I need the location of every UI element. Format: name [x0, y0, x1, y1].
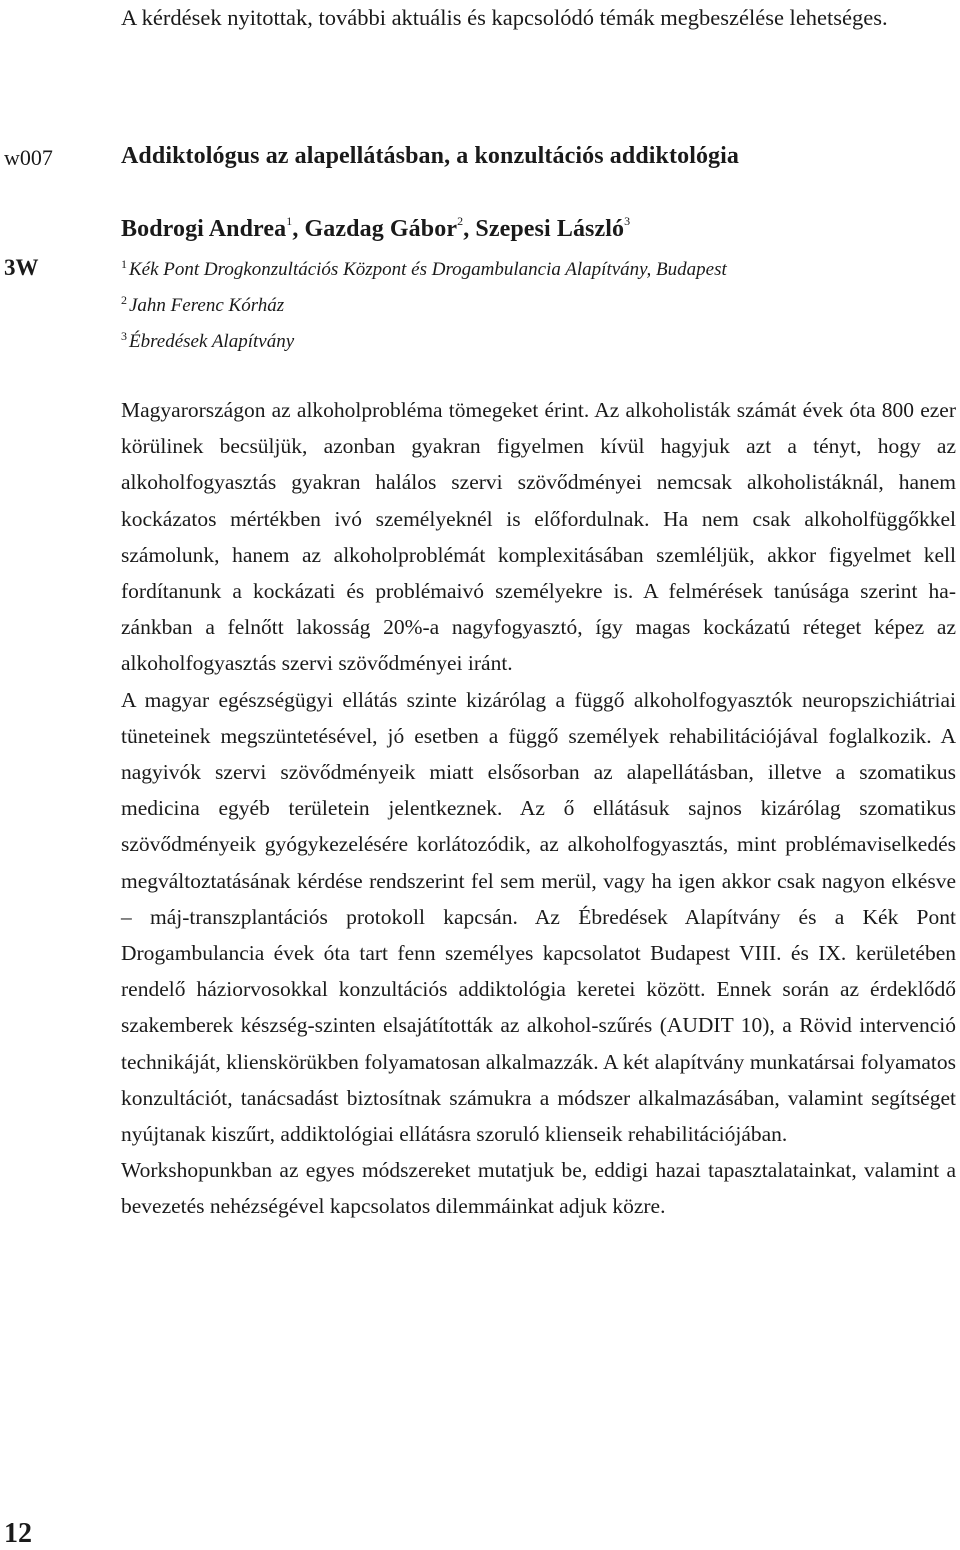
affiliation-text: Kék Pont Drogkonzultációs Központ és Drogambulancia Alapítvány, Budapest — [129, 259, 727, 280]
author-name: Szepesi László — [475, 216, 625, 242]
author-list — [121, 216, 956, 243]
author-separator: , — [292, 216, 305, 242]
author-name: Gazdag Gábor — [304, 216, 458, 242]
author-affiliation-mark: 2 — [457, 214, 464, 228]
intro-paragraph: A kérdések nyitottak, további aktuális és kapcsolódó témák megbeszélése lehetséges. — [121, 5, 888, 30]
session-code: w007 — [4, 145, 53, 170]
body-paragraph: Magyarországon az alkoholprobléma tömegeket érint. Az alkoholisták számát évek óta 800 ezer körülinek becsüljük, azonban gyakran figyelmen kívül hagyjuk azt a tényt, hogy az alkoholfogyasztás gyakran halálos szervi szövődményei nemcsak alkoholistáknál, hanem kockázatos mértékben ivó személyeknél is előfordulnak. Ha nem csak alkoholfüggőkkel számolunk, hanem az alkoholproblémát komplexitásában szemléljük, akkor figyelmet kell fordítanunk a kockázati és problémaivó személyekre is. A felmérések tanúsága szerint hazánkban a felnőtt lakosság 20%-a nagyfogyasztó, így magas kockázatú réteget képez az alkoholfogyasztás szervi szövődményei iránt. — [121, 398, 956, 676]
author-affiliation-mark: 1 — [286, 214, 293, 228]
abstract-title: Addiktológus az alapellátásban, a konzultációs addiktológia — [121, 143, 740, 169]
abstract-body — [121, 392, 956, 1225]
affiliation-number: 1 — [121, 257, 127, 271]
body-paragraph: Workshopunkban az egyes módszereket mutatjuk be, eddigi hazai tapasztalatainkat, valamint a bevezetés nehézségével kapcsolatos dilemmáinkat adjuk közre. — [121, 1158, 956, 1219]
author-affiliation-mark: 3 — [624, 214, 631, 228]
author-separator: , — [463, 216, 476, 242]
affiliation-number: 3 — [121, 329, 127, 343]
page-number: 12 — [4, 1518, 32, 1549]
affiliation — [121, 331, 956, 353]
session-track: 3W — [4, 255, 39, 280]
affiliation — [121, 295, 956, 317]
affiliation — [121, 259, 956, 281]
affiliation-number: 2 — [121, 293, 127, 307]
affiliation-text: Ébredések Alapítvány — [129, 331, 295, 352]
affiliation-text: Jahn Ferenc Kórház — [129, 295, 285, 316]
body-paragraph: A magyar egészségügyi ellátás szinte kizárólag a függő alkoholfogyasztók neuropszichiátriai tüneteinek megszüntetésével, jó esetben a függő személyek rehabilitációjával foglalkozik. A nagyivók szervi szövődményeik miatt elsősorban az alapellátásban, illetve a szomatikus medicina egyéb területein jelentkeznek. Az ő ellátásuk sajnos kizárólag szomatikus szövődményeik gyógykezelésére korlátozódik, az alkoholfogyasztás, mint problémaviselkedés megváltoztatásának kérdése rendszerint fel sem merül, vagy ha igen akkor csak nagyon elkésve – máj-transzplantációs protokoll kapcsán. Az Ébredések Alapítvány és a Kék Pont Drogambulancia évek óta tart fenn személyes kapcsolatot Budapest VIII. és IX. kerületében rendelő háziorvosokkal konzultációs addiktológia keretei között. Ennek során az érdeklődő szakemberek készség-szinten elsajátították az alkohol-szűrés (AUDIT 10), a Rövid intervenció technikáját, klienskörükben folyamatosan alkalmazzák. A két alapítvány munkatársai folyamatos konzultációt, tanácsadást biztosítnak számukra a módszer alkalmazásában, valamint segítséget nyújtanak kiszűrt, addiktológiai ellátásra szoruló klienseik rehabilitációjában. — [121, 687, 956, 1147]
author-name: Bodrogi Andrea — [121, 216, 287, 242]
